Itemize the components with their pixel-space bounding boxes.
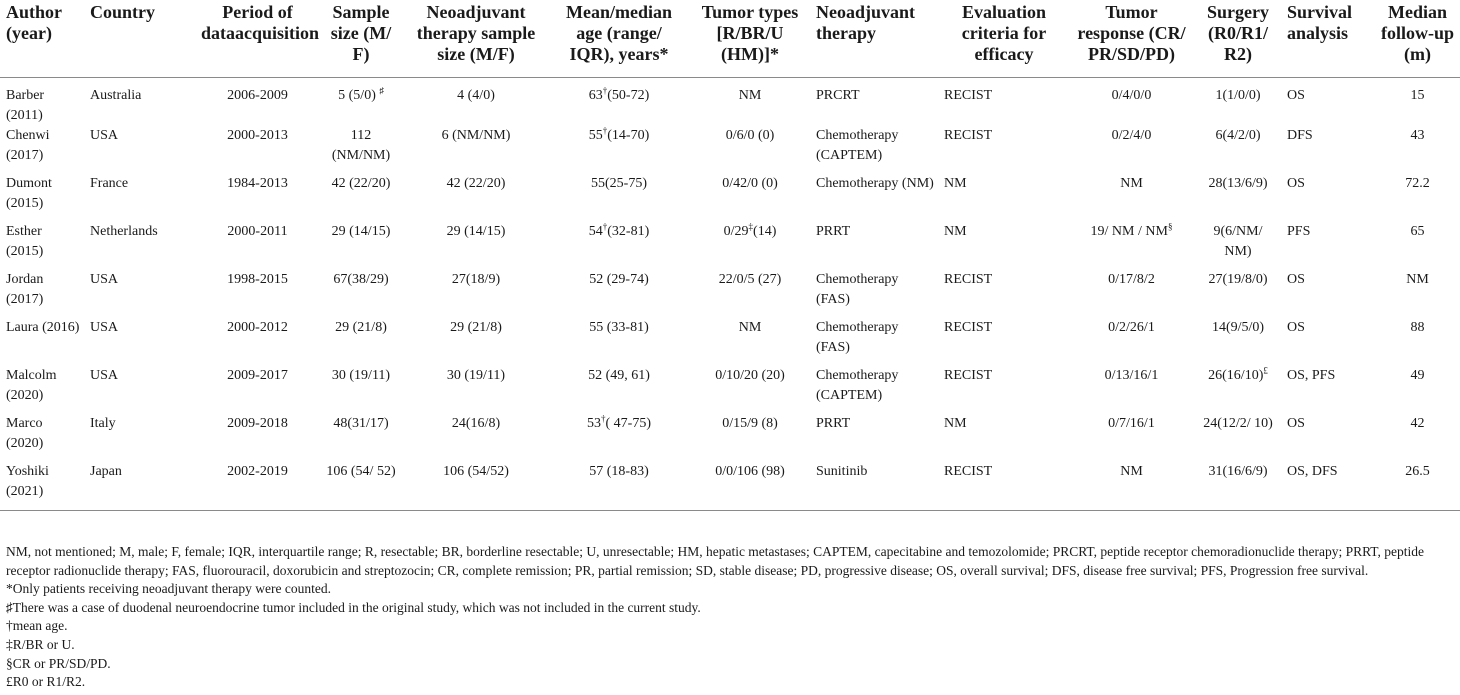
- cell-surgery: [1193, 366, 1281, 414]
- cell-sample-size: [318, 462, 402, 511]
- footnote-mark: †: [602, 221, 608, 232]
- cell-neo-sample-size: [402, 462, 548, 511]
- cell-author-value: Barber (2011): [6, 88, 45, 123]
- cell-followup: [1373, 126, 1460, 174]
- cell-neo-therapy: [810, 270, 938, 318]
- cell-neo-therapy: [810, 414, 938, 462]
- cell-tumor-response-value: 0/17/8/2: [1108, 272, 1155, 287]
- cell-sample-size-value: 29 (21/8): [335, 320, 387, 335]
- table-row: [0, 414, 1460, 462]
- cell-sample-size: [318, 126, 402, 174]
- cell-survival-value: OS: [1287, 176, 1305, 191]
- cell-period: [195, 126, 318, 174]
- cell-age-value: 54: [588, 224, 603, 239]
- header-followup: Median follow-up (m): [1373, 0, 1460, 78]
- cell-neo-therapy-value: Chemotherapy (CAPTEM): [816, 128, 899, 163]
- cell-tumor-response: [1068, 318, 1193, 366]
- cell-evaluation-criteria: [938, 126, 1068, 174]
- cell-country-value: Japan: [90, 464, 122, 479]
- header-age: Mean/median age (range/ IQR), years*: [548, 0, 688, 78]
- cell-neo-sample-size: [402, 174, 548, 222]
- cell-followup: [1373, 414, 1460, 462]
- cell-age-range: (32-81): [607, 224, 650, 239]
- cell-tumor-types-value: 22/0/5 (27): [718, 272, 782, 287]
- cell-author: [0, 222, 84, 270]
- cell-neo-therapy: [810, 462, 938, 511]
- cell-tumor-types: [688, 366, 810, 414]
- cell-followup-value: 88: [1410, 320, 1425, 335]
- cell-survival-value: OS: [1287, 88, 1305, 103]
- cell-followup: [1373, 366, 1460, 414]
- cell-country: [84, 222, 195, 270]
- cell-author: [0, 270, 84, 318]
- cell-country: [84, 366, 195, 414]
- cell-survival: [1281, 174, 1373, 222]
- header-tumor-types: Tumor types [R/BR/U (HM)]*: [688, 0, 810, 78]
- cell-neo-therapy-value: Chemotherapy (CAPTEM): [816, 368, 899, 403]
- cell-period: [195, 270, 318, 318]
- cell-neo-therapy-value: PRRT: [816, 416, 851, 431]
- cell-tumor-response: [1068, 174, 1193, 222]
- cell-evaluation-criteria-value: RECIST: [944, 320, 993, 335]
- footnote-mark: †: [602, 125, 608, 136]
- cell-period-value: 1984-2013: [227, 176, 288, 191]
- footnote-mark: †: [601, 413, 606, 424]
- cell-period: [195, 414, 318, 462]
- cell-country: [84, 78, 195, 127]
- cell-sample-size: [318, 414, 402, 462]
- cell-country-value: Italy: [90, 416, 116, 431]
- header-tumor-response: Tumor response (CR/ PR/SD/PD): [1068, 0, 1193, 78]
- cell-age-value: 57 (18-83): [589, 464, 649, 479]
- cell-age: [548, 270, 688, 318]
- cell-period-value: 2000-2013: [227, 128, 288, 143]
- cell-evaluation-criteria-value: RECIST: [944, 128, 993, 143]
- cell-author: [0, 126, 84, 174]
- cell-country: [84, 174, 195, 222]
- cell-followup: [1373, 222, 1460, 270]
- cell-period-value: 2002-2019: [227, 464, 288, 479]
- cell-period-value: 2009-2018: [227, 416, 288, 431]
- cell-surgery-value: 31(16/6/9): [1208, 464, 1268, 479]
- header-country: Country: [84, 0, 195, 78]
- cell-neo-sample-size: [402, 318, 548, 366]
- cell-sample-size-value: 29 (14/15): [331, 224, 391, 239]
- cell-neo-sample-size: [402, 270, 548, 318]
- cell-country-value: USA: [90, 368, 119, 383]
- cell-age: [548, 462, 688, 511]
- cell-tumor-types-value: NM: [738, 320, 762, 335]
- cell-followup-value: 15: [1410, 88, 1425, 103]
- cell-survival: [1281, 318, 1373, 366]
- table-row: [0, 222, 1460, 270]
- cell-tumor-types: [688, 222, 810, 270]
- cell-neo-sample-size: [402, 126, 548, 174]
- cell-tumor-response-value: 0/2/4/0: [1111, 128, 1152, 143]
- cell-tumor-types: [688, 126, 810, 174]
- cell-age-value: 52 (49, 61): [588, 368, 650, 383]
- header-evaluation-criteria: Evaluation criteria for efficacy: [938, 0, 1068, 78]
- table-row: [0, 318, 1460, 366]
- footnote-star: *Only patients receiving neoadjuvant therapy were counted.: [6, 581, 332, 597]
- table-row: [0, 366, 1460, 414]
- cell-neo-therapy-value: PRCRT: [816, 88, 860, 103]
- table-body: [0, 78, 1460, 511]
- cell-survival-value: OS, DFS: [1287, 464, 1338, 479]
- cell-author: [0, 78, 84, 127]
- table-row: [0, 462, 1460, 511]
- footnote-mark: £: [1263, 365, 1268, 376]
- cell-author-value: Esther (2015): [6, 224, 44, 259]
- cell-author-value: Laura (2016): [6, 320, 80, 335]
- cell-followup: [1373, 78, 1460, 127]
- cell-surgery-value: 28(13/6/9): [1208, 176, 1268, 191]
- cell-age: [548, 174, 688, 222]
- cell-neo-sample-size-value: 27(18/9): [451, 272, 501, 287]
- header-sample-size: Sample size (M/ F): [318, 0, 402, 78]
- cell-sample-size-value: 48(31/17): [333, 416, 389, 431]
- cell-neo-therapy: [810, 126, 938, 174]
- cell-neo-therapy: [810, 318, 938, 366]
- cell-evaluation-criteria: [938, 366, 1068, 414]
- cell-followup: [1373, 318, 1460, 366]
- cell-country: [84, 270, 195, 318]
- cell-survival-value: PFS: [1287, 224, 1311, 239]
- cell-surgery-value: 26(16/10): [1208, 368, 1264, 383]
- footnote-double-dagger: ‡R/BR or U.: [6, 636, 75, 652]
- footnote-mark: ♯: [379, 85, 384, 96]
- cell-sample-size-value: 42 (22/20): [331, 176, 391, 191]
- cell-country: [84, 318, 195, 366]
- header-author: Author (year): [0, 0, 84, 78]
- cell-sample-size: [318, 174, 402, 222]
- cell-period: [195, 366, 318, 414]
- cell-evaluation-criteria: [938, 222, 1068, 270]
- cell-period: [195, 78, 318, 127]
- cell-survival-value: OS: [1287, 272, 1305, 287]
- cell-neo-therapy-value: PRRT: [816, 224, 851, 239]
- cell-surgery: [1193, 174, 1281, 222]
- cell-evaluation-criteria-value: NM: [944, 176, 967, 191]
- cell-period-value: 2009-2017: [227, 368, 288, 383]
- cell-tumor-types: [688, 78, 810, 127]
- cell-tumor-response: [1068, 126, 1193, 174]
- cell-followup-value: 49: [1410, 368, 1425, 383]
- cell-neo-sample-size-value: 24(16/8): [451, 416, 501, 431]
- cell-tumor-types-value: 0/0/106 (98): [715, 464, 785, 479]
- footnote-sharp: ♯There was a case of duodenal neuroendocrine tumor included in the original study, which was not included in the current study.: [6, 599, 701, 615]
- cell-neo-therapy: [810, 78, 938, 127]
- cell-survival: [1281, 462, 1373, 511]
- cell-age: [548, 126, 688, 174]
- cell-author-value: Malcolm (2020): [6, 368, 57, 403]
- cell-author-value: Dumont (2015): [6, 176, 52, 211]
- cell-tumor-types-value: 0/15/9 (8): [722, 416, 778, 431]
- cell-period-value: 2000-2012: [227, 320, 288, 335]
- cell-tumor-types: [688, 174, 810, 222]
- footnotes: [6, 543, 1456, 692]
- cell-tumor-response: [1068, 78, 1193, 127]
- cell-sample-size-value: 30 (19/11): [331, 368, 391, 383]
- cell-surgery-value: 24(12/2/ 10): [1203, 416, 1273, 431]
- cell-sample-size-value: 67(38/29): [333, 272, 389, 287]
- cell-survival: [1281, 78, 1373, 127]
- cell-survival: [1281, 414, 1373, 462]
- cell-author: [0, 366, 84, 414]
- cell-period-value: 2006-2009: [227, 88, 288, 103]
- cell-country-value: USA: [90, 320, 119, 335]
- cell-neo-therapy-value: Chemotherapy (FAS): [816, 272, 899, 307]
- cell-neo-sample-size-value: 29 (21/8): [450, 320, 502, 335]
- cell-neo-sample-size-value: 106 (54/52): [443, 464, 509, 479]
- cell-author-value: Chenwi (2017): [6, 128, 50, 163]
- table-row: [0, 78, 1460, 127]
- cell-neo-therapy-value: Sunitinib: [816, 464, 868, 479]
- cell-period: [195, 174, 318, 222]
- cell-surgery: [1193, 78, 1281, 127]
- cell-country: [84, 126, 195, 174]
- cell-tumor-response-value: NM: [1120, 176, 1143, 191]
- cell-age-range: (50-72): [607, 88, 650, 103]
- cell-evaluation-criteria-value: NM: [944, 224, 967, 239]
- cell-neo-therapy: [810, 174, 938, 222]
- cell-country-value: USA: [90, 128, 119, 143]
- cell-tumor-types-value: NM: [738, 88, 762, 103]
- cell-evaluation-criteria: [938, 462, 1068, 511]
- cell-survival-value: OS, PFS: [1287, 368, 1336, 383]
- cell-surgery-value: 14(9/5/0): [1211, 320, 1265, 335]
- cell-age-value: 55 (33-81): [589, 320, 649, 335]
- cell-tumor-response: [1068, 366, 1193, 414]
- cell-followup: [1373, 462, 1460, 511]
- cell-neo-therapy: [810, 366, 938, 414]
- cell-country-value: Netherlands: [90, 224, 158, 239]
- cell-survival-value: OS: [1287, 416, 1305, 431]
- table-row: [0, 270, 1460, 318]
- cell-surgery: [1193, 414, 1281, 462]
- footnote-section: §CR or PR/SD/PD.: [6, 655, 111, 671]
- footnote-dagger: †mean age.: [6, 618, 68, 634]
- cell-author-value: Jordan (2017): [6, 272, 44, 307]
- cell-surgery: [1193, 126, 1281, 174]
- cell-survival: [1281, 366, 1373, 414]
- footnote-pound: £R0 or R1/R2.: [6, 674, 86, 690]
- cell-age-range: ( 47-75): [605, 416, 651, 431]
- cell-tumor-types-value: 0/10/20 (20): [715, 368, 785, 383]
- cell-neo-sample-size: [402, 414, 548, 462]
- cell-surgery: [1193, 270, 1281, 318]
- cell-sample-size: [318, 318, 402, 366]
- cell-survival-value: DFS: [1287, 128, 1313, 143]
- cell-followup-value: 42: [1410, 416, 1425, 431]
- cell-neo-sample-size-value: 42 (22/20): [446, 176, 506, 191]
- cell-tumor-types-value: 0/6/0 (0): [725, 128, 775, 143]
- cell-surgery-value: 1(1/0/0): [1215, 88, 1261, 103]
- cell-survival: [1281, 126, 1373, 174]
- cell-tumor-response-value: 0/13/16/1: [1104, 368, 1159, 383]
- cell-followup-value: NM: [1406, 272, 1429, 287]
- cell-age: [548, 222, 688, 270]
- cell-tumor-response-value: 19/ NM / NM: [1090, 224, 1168, 239]
- cell-age-value: 63: [588, 88, 603, 103]
- cell-neo-sample-size-value: 4 (4/0): [457, 88, 495, 103]
- table-row: [0, 126, 1460, 174]
- cell-author: [0, 462, 84, 511]
- cell-surgery-value: 9(6/NM/ NM): [1213, 224, 1263, 259]
- footnote-abbreviations: NM, not mentioned; M, male; F, female; IQR, interquartile range; R, resectable; BR, borderline resectable; U, unresectable; HM, hepatic metastases; CAPTEM, capecitabine and temozolomide; PRCRT, peptide receptor chemoradionuclide therapy; PRRT, peptide receptor radionuclide therapy; FAS, fluorouracil, doxorubicin and streptozocin; CR, complete remission; PR, partial remission; SD, stable disease; PD, progressive disease; OS, overall survival; DFS, disease free survival; PFS, Progression free survival.: [6, 544, 1425, 578]
- cell-tumor-types: [688, 270, 810, 318]
- cell-country-value: USA: [90, 272, 119, 287]
- cell-tumor-types: [688, 462, 810, 511]
- cell-sample-size: [318, 270, 402, 318]
- cell-country: [84, 462, 195, 511]
- cell-period: [195, 318, 318, 366]
- cell-evaluation-criteria: [938, 270, 1068, 318]
- cell-followup-value: 26.5: [1405, 464, 1430, 479]
- header-neo-sample-size: Neoadjuvant therapy sample size (M/F): [402, 0, 548, 78]
- footnote-mark: †: [602, 85, 608, 96]
- cell-neo-sample-size: [402, 366, 548, 414]
- cell-tumor-response: [1068, 414, 1193, 462]
- cell-tumor-response: [1068, 270, 1193, 318]
- cell-period-value: 1998-2015: [227, 272, 288, 287]
- cell-followup: [1373, 270, 1460, 318]
- cell-tumor-types-value: 0/42/0 (0): [722, 176, 778, 191]
- cell-tumor-types: [688, 318, 810, 366]
- cell-age: [548, 78, 688, 127]
- header-neo-therapy: Neoadjuvant therapy: [810, 0, 938, 78]
- cell-country-value: France: [90, 176, 129, 191]
- cell-tumor-types: [688, 414, 810, 462]
- cell-neo-sample-size: [402, 78, 548, 127]
- cell-evaluation-criteria: [938, 174, 1068, 222]
- cell-author: [0, 174, 84, 222]
- cell-age-value: 53: [587, 416, 601, 431]
- cell-sample-size-value: 112 (NM/NM): [331, 128, 391, 163]
- cell-evaluation-criteria-value: NM: [944, 416, 967, 431]
- cell-surgery: [1193, 318, 1281, 366]
- cell-sample-size-value: 106 (54/ 52): [326, 464, 396, 479]
- cell-neo-therapy: [810, 222, 938, 270]
- cell-tumor-types-value: 0/29: [723, 224, 749, 239]
- footnote-mark: ‡: [748, 221, 754, 232]
- cell-sample-size: [318, 366, 402, 414]
- cell-neo-therapy-value: Chemotherapy (NM): [816, 176, 934, 191]
- cell-country: [84, 414, 195, 462]
- cell-neo-therapy-value: Chemotherapy (FAS): [816, 320, 899, 355]
- cell-period-value: 2000-2011: [227, 224, 288, 239]
- cell-age-range: (14-70): [607, 128, 650, 143]
- cell-followup-value: 43: [1410, 128, 1425, 143]
- cell-evaluation-criteria-value: RECIST: [944, 88, 993, 103]
- cell-neo-sample-size-value: 6 (NM/NM): [441, 128, 511, 143]
- cell-survival: [1281, 270, 1373, 318]
- footnote-mark: §: [1167, 221, 1173, 232]
- cell-age-value: 55: [588, 128, 603, 143]
- cell-evaluation-criteria-value: RECIST: [944, 272, 993, 287]
- cell-tumor-response: [1068, 462, 1193, 511]
- cell-age-value: 55(25-75): [591, 176, 647, 191]
- cell-tumor-response-value: NM: [1120, 464, 1143, 479]
- cell-period: [195, 222, 318, 270]
- cell-surgery-value: 6(4/2/0): [1215, 128, 1261, 143]
- cell-tumor-response-value: 0/7/16/1: [1108, 416, 1155, 431]
- cell-sample-size: [318, 78, 402, 127]
- header-row: [0, 0, 1460, 78]
- cell-author: [0, 414, 84, 462]
- cell-age-value: 52 (29-74): [589, 272, 649, 287]
- cell-neo-sample-size-value: 30 (19/11): [446, 368, 506, 383]
- cell-sample-size: [318, 222, 402, 270]
- cell-surgery-value: 27(19/8/0): [1208, 272, 1268, 287]
- cell-neo-sample-size-value: 29 (14/15): [446, 224, 506, 239]
- cell-tumor-response-value: 0/4/0/0: [1111, 88, 1152, 103]
- cell-followup-value: 72.2: [1405, 176, 1430, 191]
- cell-tumor-response: [1068, 222, 1193, 270]
- cell-author-value: Marco (2020): [6, 416, 44, 451]
- cell-evaluation-criteria: [938, 78, 1068, 127]
- cell-evaluation-criteria: [938, 318, 1068, 366]
- cell-age: [548, 414, 688, 462]
- cell-sample-size-value: 5 (5/0): [338, 88, 376, 103]
- cell-evaluation-criteria-value: RECIST: [944, 368, 993, 383]
- header-surgery: Surgery (R0/R1/ R2): [1193, 0, 1281, 78]
- cell-period: [195, 462, 318, 511]
- cell-followup: [1373, 174, 1460, 222]
- cell-surgery: [1193, 222, 1281, 270]
- header-survival: Survival analysis: [1281, 0, 1373, 78]
- cell-survival: [1281, 222, 1373, 270]
- cell-author: [0, 318, 84, 366]
- cell-followup-value: 65: [1410, 224, 1425, 239]
- cell-tumor-response-value: 0/2/26/1: [1108, 320, 1155, 335]
- cell-evaluation-criteria: [938, 414, 1068, 462]
- header-period: Period of dataacquisition: [195, 0, 318, 78]
- cell-age: [548, 318, 688, 366]
- cell-author-value: Yoshiki (2021): [6, 464, 49, 499]
- table-row: [0, 174, 1460, 222]
- cell-survival-value: OS: [1287, 320, 1305, 335]
- cell-age: [548, 366, 688, 414]
- cell-evaluation-criteria-value: RECIST: [944, 464, 993, 479]
- cell-neo-sample-size: [402, 222, 548, 270]
- cell-tumor-types-range: (14): [753, 224, 777, 239]
- cell-surgery: [1193, 462, 1281, 511]
- cell-country-value: Australia: [90, 88, 142, 103]
